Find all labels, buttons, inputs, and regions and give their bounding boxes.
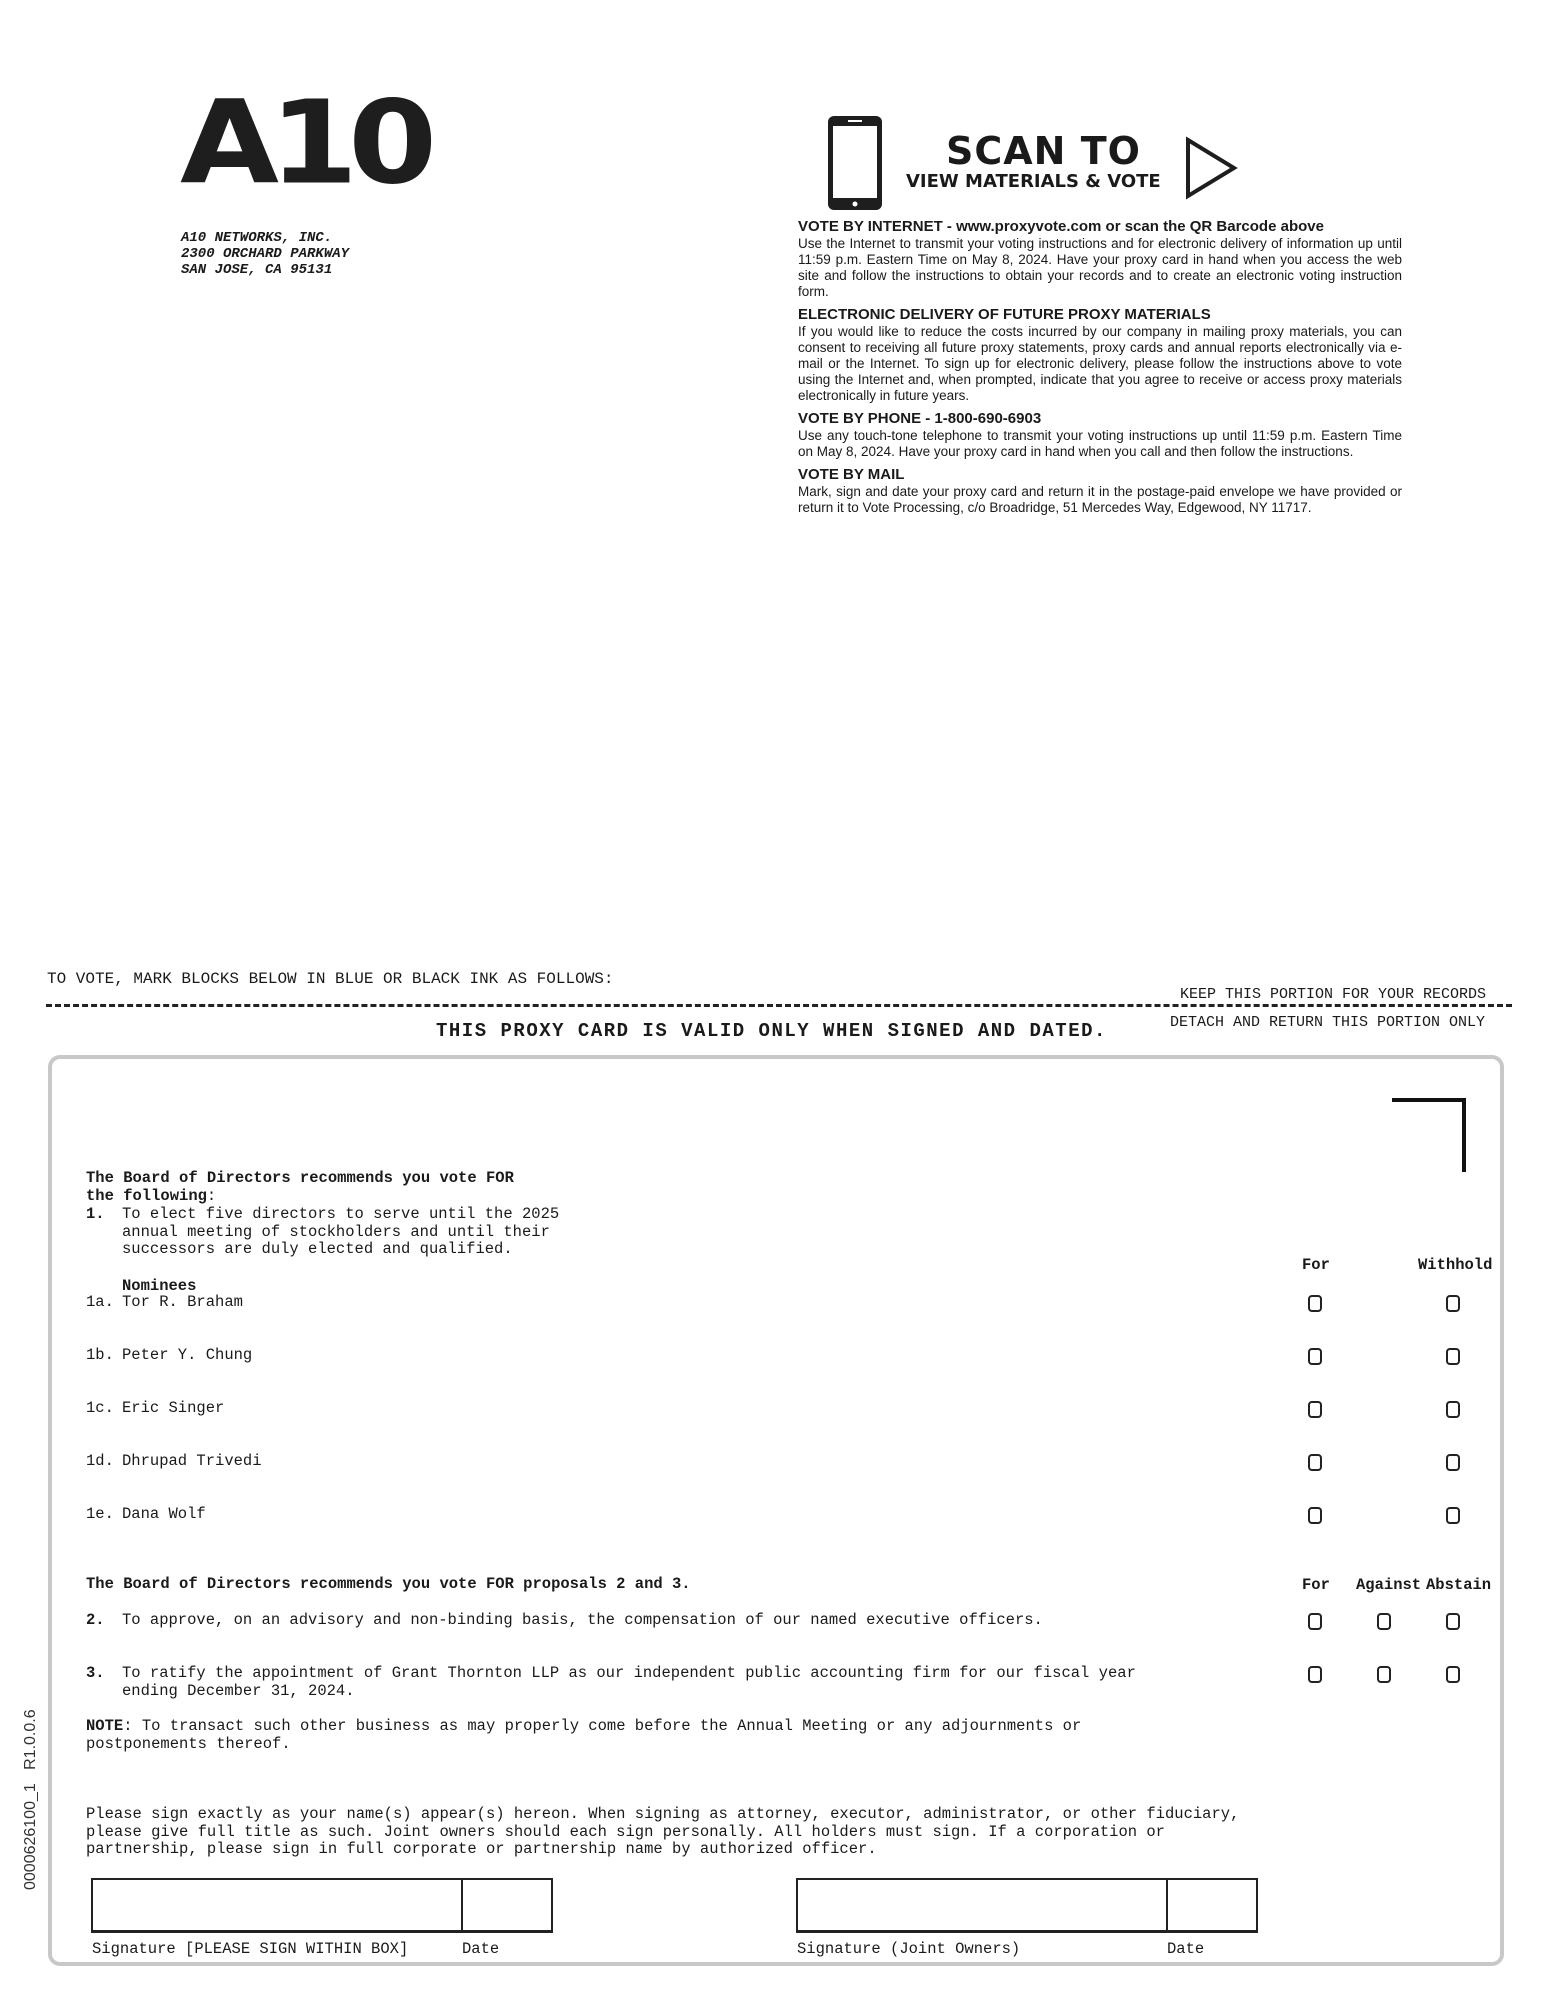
instr-body-edelivery: If you would like to reduce the costs incurred by our company in mailing proxy materials, you can consent to receiving all future proxy statements, proxy cards and annual reports electronically via e-mail or the Internet. To sign up for electronic delivery, please follow the instructions above to vote using the Internet and, when prompted, indicate that you agree to receive or access proxy materials electronically in future years.: [798, 324, 1402, 403]
nominee-1c-name: Eric Singer: [122, 1399, 225, 1417]
col-abstain: Abstain: [1426, 1576, 1492, 1594]
nominee-1b-id: 1b.: [86, 1346, 114, 1364]
address-line-3: SAN JOSE, CA 95131: [181, 262, 333, 278]
instr-heading-phone: VOTE BY PHONE - 1-800-690-6903: [798, 410, 1042, 427]
company-address: [181, 230, 349, 278]
corner-mark: [1392, 1098, 1466, 1172]
instr-heading-mail: VOTE BY MAIL: [798, 466, 905, 483]
date-label: Date: [462, 1940, 500, 1958]
nominee-1c-withhold-checkbox[interactable]: [1446, 1401, 1460, 1418]
proposal3-number: 3.: [86, 1664, 105, 1682]
joint-date-box[interactable]: [1166, 1878, 1258, 1933]
nominee-1a-for-checkbox[interactable]: [1308, 1295, 1322, 1312]
nominee-1c-for-checkbox[interactable]: [1308, 1401, 1322, 1418]
col-withhold: Withhold: [1418, 1256, 1493, 1274]
nominee-1b-for-checkbox[interactable]: [1308, 1348, 1322, 1365]
signature-box[interactable]: [91, 1878, 463, 1933]
proposal2-against-checkbox[interactable]: [1377, 1613, 1391, 1630]
rec1-line2: [86, 1188, 216, 1206]
nominee-1d-for-checkbox[interactable]: [1308, 1454, 1322, 1471]
proposal2-abstain-checkbox[interactable]: [1446, 1613, 1460, 1630]
detach-line: [46, 1004, 1512, 1007]
nominee-1e-for-checkbox[interactable]: [1308, 1507, 1322, 1524]
phone-icon: [826, 114, 884, 212]
nominee-1a-id: 1a.: [86, 1293, 114, 1311]
proposal3-text: To ratify the appointment of Grant Thornton LLP as our independent public accounting firm for our fiscal year ending December 31, 2024.: [122, 1664, 1136, 1700]
proposal2-for-checkbox[interactable]: [1308, 1613, 1322, 1630]
joint-date-label: Date: [1167, 1940, 1205, 1958]
proposal2-text: To approve, on an advisory and non-binding basis, the compensation of our named executive officers.: [122, 1611, 1043, 1629]
proposal2-number: 2.: [86, 1611, 105, 1629]
proposal1-text: To elect five directors to serve until the 2025 annual meeting of stockholders and until their successors are duly elected and qualified.: [122, 1205, 560, 1258]
mark-instruction: TO VOTE, MARK BLOCKS BELOW IN BLUE OR BLACK INK AS FOLLOWS:: [47, 970, 614, 988]
detach-portion-label: DETACH AND RETURN THIS PORTION ONLY: [1170, 1014, 1486, 1031]
address-line-2: 2300 ORCHARD PARKWAY: [181, 246, 350, 262]
scan-subtitle: VIEW MATERIALS & VOTE: [906, 171, 1161, 192]
sign-instruction: Please sign exactly as your name(s) appear(s) hereon. When signing as attorney, executor, administrator, or other fiduciary, please give full title as such. Joint owners should each sign personally. All holders must sign. If a corporation or partnership, please sign in full corporate or partnership name by authorized officer.: [86, 1805, 1240, 1858]
col-for-1: For: [1302, 1256, 1330, 1274]
instr-heading-edelivery: ELECTRONIC DELIVERY OF FUTURE PROXY MATERIALS: [798, 306, 1211, 323]
col-for-2: For: [1302, 1576, 1330, 1594]
date-box[interactable]: [461, 1878, 553, 1933]
col-against: Against: [1356, 1576, 1422, 1594]
nominee-1e-name: Dana Wolf: [122, 1505, 206, 1523]
play-arrow-icon: [1184, 136, 1238, 200]
nominee-1b-withhold-checkbox[interactable]: [1446, 1348, 1460, 1365]
keep-portion-label: KEEP THIS PORTION FOR YOUR RECORDS: [1180, 986, 1487, 1003]
instr-body-internet: Use the Internet to transmit your voting instructions and for electronic delivery of information up until 11:59 p.m. Eastern Time on May 8, 2024. Have your proxy card in hand when you access the web site and follow the instructions to obtain your records and to create an electronic voting instruction form.: [798, 236, 1402, 299]
joint-signature-label: Signature (Joint Owners): [797, 1940, 1021, 1958]
nominee-1b-name: Peter Y. Chung: [122, 1346, 253, 1364]
address-line-1: A10 NETWORKS, INC.: [181, 230, 333, 246]
voting-instructions: [798, 218, 1402, 522]
proposal3-against-checkbox[interactable]: [1377, 1666, 1391, 1683]
scan-title: SCAN TO: [946, 129, 1141, 173]
nominee-1a-withhold-checkbox[interactable]: [1446, 1295, 1460, 1312]
joint-signature-box[interactable]: [796, 1878, 1168, 1933]
instr-body-phone: Use any touch-tone telephone to transmit your voting instructions up until 11:59 p.m. Eastern Time on May 8, 2024. Have your proxy card in hand when you call and then follow the instructions.: [798, 428, 1402, 459]
proposal3-abstain-checkbox[interactable]: [1446, 1666, 1460, 1683]
instr-body-mail: Mark, sign and date your proxy card and return it in the postage-paid envelope we have provided or return it to Vote Processing, c/o Broadridge, 51 Mercedes Way, Edgewood, NY 11717.: [798, 484, 1402, 515]
proposal3-for-checkbox[interactable]: [1308, 1666, 1322, 1683]
valid-notice: THIS PROXY CARD IS VALID ONLY WHEN SIGNED AND DATED.: [436, 1020, 1107, 1042]
note-text: : To transact such other business as may properly come before the Annual Meeting or any adjournments or postponements thereof.: [86, 1717, 1082, 1753]
side-code: 0000626100_1 R1.0.0.6: [22, 1709, 39, 1890]
signature-label: Signature [PLEASE SIGN WITHIN BOX]: [92, 1940, 409, 1958]
note-label: NOTE: [86, 1717, 124, 1735]
rec2: The Board of Directors recommends you vote FOR proposals 2 and 3.: [86, 1575, 691, 1593]
nominee-1a-name: Tor R. Braham: [122, 1293, 243, 1311]
nominee-1e-withhold-checkbox[interactable]: [1446, 1507, 1460, 1524]
nominee-1d-id: 1d.: [86, 1452, 114, 1470]
nominee-1d-withhold-checkbox[interactable]: [1446, 1454, 1460, 1471]
nominees-label: Nominees: [122, 1277, 197, 1295]
note: [86, 1718, 1081, 1753]
company-logo: A10: [180, 76, 428, 211]
nominee-1d-name: Dhrupad Trivedi: [122, 1452, 262, 1470]
nominee-1e-id: 1e.: [86, 1505, 114, 1523]
rec1-line1: The Board of Directors recommends you vote FOR: [86, 1169, 514, 1187]
proposal1-number: 1.: [86, 1205, 105, 1223]
instr-heading-internet: VOTE BY INTERNET - www.proxyvote.com or scan the QR Barcode above: [798, 218, 1324, 235]
rec1-colon: :: [206, 1187, 217, 1205]
nominee-1c-id: 1c.: [86, 1399, 114, 1417]
rec1-line2-text: the following: [86, 1187, 207, 1205]
